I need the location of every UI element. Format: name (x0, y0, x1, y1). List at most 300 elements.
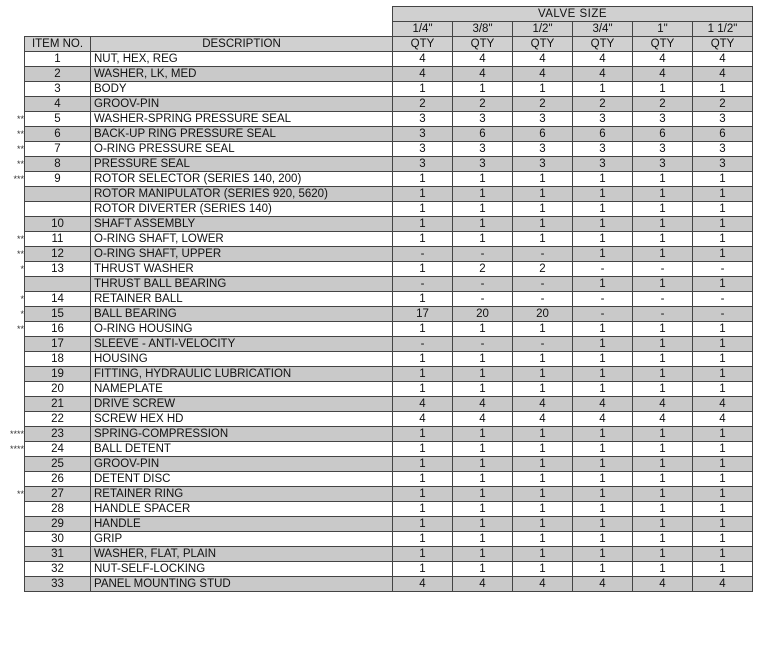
footnote-mark: **** (9, 428, 24, 439)
table-row (25, 382, 753, 397)
qty-cell: 1 (573, 322, 633, 337)
footnote-mark: ** (16, 248, 24, 259)
qty-cell: - (513, 337, 573, 352)
qty-cell: 1 (573, 367, 633, 382)
qty-cell: 1 (633, 322, 693, 337)
description-header: DESCRIPTION (91, 37, 393, 52)
table-row (25, 292, 753, 307)
item-description: HANDLE (91, 517, 393, 532)
qty-cell: 1 (513, 487, 573, 502)
qty-cell: 1 (633, 427, 693, 442)
qty-cell: 1 (573, 277, 633, 292)
item-description: BACK-UP RING PRESSURE SEAL (91, 127, 393, 142)
qty-cell: 4 (393, 412, 453, 427)
qty-cell: 1 (513, 382, 573, 397)
qty-cell: - (573, 262, 633, 277)
table-row (25, 517, 753, 532)
table-row (25, 487, 753, 502)
item-number: 14 (25, 292, 91, 307)
item-description: PRESSURE SEAL (91, 157, 393, 172)
footnote-mark (2, 97, 24, 112)
qty-cell: 1 (513, 517, 573, 532)
qty-header: QTY (513, 37, 573, 52)
item-number: 21 (25, 397, 91, 412)
qty-cell: 1 (693, 472, 753, 487)
qty-cell: 20 (453, 307, 513, 322)
qty-cell: 3 (513, 142, 573, 157)
item-number: 25 (25, 457, 91, 472)
qty-cell: 4 (693, 577, 753, 592)
item-number: 24 (25, 442, 91, 457)
item-number: 17 (25, 337, 91, 352)
qty-cell: 1 (393, 217, 453, 232)
item-number: 32 (25, 562, 91, 577)
qty-cell: 3 (393, 157, 453, 172)
item-number: 4 (25, 97, 91, 112)
footnote-mark: ** (16, 488, 24, 499)
table-row (25, 577, 753, 592)
qty-cell: 1 (393, 472, 453, 487)
qty-cell: 3 (393, 127, 453, 142)
item-description: DRIVE SCREW (91, 397, 393, 412)
qty-cell: 1 (393, 367, 453, 382)
qty-cell: 1 (513, 427, 573, 442)
qty-cell: 1 (633, 517, 693, 532)
qty-cell: 3 (393, 112, 453, 127)
qty-cell: 4 (693, 412, 753, 427)
footnote-mark: *** (13, 173, 24, 184)
footnote-mark: * (20, 308, 24, 319)
qty-cell: 1 (513, 82, 573, 97)
table-row (25, 562, 753, 577)
item-number: 7 (25, 142, 91, 157)
footnote-mark (2, 577, 24, 592)
footnote-mark (2, 202, 24, 217)
table-row (25, 127, 753, 142)
item-description: NUT, HEX, REG (91, 52, 393, 67)
item-description: ROTOR DIVERTER (SERIES 140) (91, 202, 393, 217)
qty-cell: 1 (693, 502, 753, 517)
qty-header: QTY (693, 37, 753, 52)
table-row (25, 307, 753, 322)
table-row (25, 277, 753, 292)
qty-cell: 1 (453, 202, 513, 217)
table-row (25, 262, 753, 277)
qty-cell: - (453, 247, 513, 262)
qty-cell: 1 (633, 352, 693, 367)
qty-cell: 1 (393, 502, 453, 517)
item-number: 30 (25, 532, 91, 547)
item-description: SHAFT ASSEMBLY (91, 217, 393, 232)
qty-cell: 1 (393, 382, 453, 397)
qty-cell: 1 (693, 457, 753, 472)
qty-cell: 1 (393, 172, 453, 187)
qty-cell: - (513, 277, 573, 292)
item-number: 5 (25, 112, 91, 127)
footnote-mark: ** (16, 143, 24, 154)
footnote-mark (2, 412, 24, 427)
qty-cell: 1 (693, 562, 753, 577)
qty-cell: 1 (393, 82, 453, 97)
item-description: BALL DETENT (91, 442, 393, 457)
qty-cell: 4 (453, 67, 513, 82)
item-number: 29 (25, 517, 91, 532)
qty-cell: 4 (513, 397, 573, 412)
qty-cell: 1 (393, 352, 453, 367)
qty-cell: 6 (513, 127, 573, 142)
qty-cell: - (693, 292, 753, 307)
qty-cell: 1 (633, 202, 693, 217)
qty-cell: 1 (693, 337, 753, 352)
qty-cell: 1 (513, 457, 573, 472)
footnote-mark (2, 562, 24, 577)
qty-cell: 1 (513, 352, 573, 367)
qty-cell: 1 (513, 232, 573, 247)
item-number: 2 (25, 67, 91, 82)
table-row (25, 322, 753, 337)
qty-cell: 4 (453, 397, 513, 412)
qty-cell: 4 (513, 577, 573, 592)
qty-cell: 4 (453, 412, 513, 427)
footnote-mark (2, 352, 24, 367)
qty-cell: - (633, 292, 693, 307)
item-number: 19 (25, 367, 91, 382)
table-row (25, 82, 753, 97)
item-description: SCREW HEX HD (91, 412, 393, 427)
item-number (25, 202, 91, 217)
qty-cell: 3 (513, 157, 573, 172)
qty-cell: 1 (513, 217, 573, 232)
qty-cell: 1 (513, 502, 573, 517)
qty-cell: 1 (633, 487, 693, 502)
qty-cell: 4 (393, 577, 453, 592)
qty-cell: 1 (693, 202, 753, 217)
qty-cell: 4 (633, 412, 693, 427)
qty-cell: 3 (633, 112, 693, 127)
qty-cell: 1 (633, 82, 693, 97)
qty-cell: 1 (453, 322, 513, 337)
qty-cell: 1 (573, 427, 633, 442)
table-row (25, 112, 753, 127)
qty-cell: - (393, 247, 453, 262)
qty-cell: 1 (633, 367, 693, 382)
table-row (25, 337, 753, 352)
qty-cell: 1 (573, 247, 633, 262)
blank-cell (25, 7, 91, 22)
footnote-mark: ** (16, 323, 24, 334)
item-description: PANEL MOUNTING STUD (91, 577, 393, 592)
qty-cell: 1 (693, 187, 753, 202)
qty-header: QTY (453, 37, 513, 52)
qty-cell: 1 (453, 187, 513, 202)
qty-cell: 2 (453, 262, 513, 277)
qty-cell: 1 (693, 217, 753, 232)
qty-cell: - (453, 277, 513, 292)
qty-cell: 4 (573, 67, 633, 82)
qty-cell: 1 (513, 187, 573, 202)
qty-cell: 1 (693, 532, 753, 547)
valve-size-header: VALVE SIZE (393, 7, 753, 22)
qty-cell: - (393, 277, 453, 292)
qty-cell: 1 (513, 367, 573, 382)
footnote-mark (2, 547, 24, 562)
qty-cell: 1 (513, 202, 573, 217)
qty-cell: 3 (693, 142, 753, 157)
qty-cell: 1 (633, 187, 693, 202)
footnote-mark: ** (16, 128, 24, 139)
qty-cell: 1 (393, 427, 453, 442)
qty-cell: 1 (633, 277, 693, 292)
qty-cell: 1 (453, 232, 513, 247)
qty-cell: 1 (393, 322, 453, 337)
qty-cell: 1 (693, 367, 753, 382)
qty-cell: 3 (693, 157, 753, 172)
size-header: 1 1/2" (693, 22, 753, 37)
footnote-mark (2, 277, 24, 292)
qty-cell: 1 (573, 457, 633, 472)
qty-cell: 6 (633, 127, 693, 142)
qty-cell: 1 (453, 472, 513, 487)
size-header: 3/8" (453, 22, 513, 37)
qty-cell: 4 (513, 412, 573, 427)
qty-cell: - (393, 337, 453, 352)
footnote-mark: ** (16, 233, 24, 244)
footnote-mark (2, 472, 24, 487)
qty-cell: - (573, 292, 633, 307)
qty-cell: 3 (453, 112, 513, 127)
table-row (25, 172, 753, 187)
item-number: 20 (25, 382, 91, 397)
size-header: 3/4" (573, 22, 633, 37)
qty-cell: 1 (573, 187, 633, 202)
table-row (25, 547, 753, 562)
table-row (25, 412, 753, 427)
footnote-mark (2, 82, 24, 97)
table-row (25, 67, 753, 82)
qty-cell: 1 (573, 487, 633, 502)
qty-cell: 1 (693, 352, 753, 367)
qty-cell: 1 (573, 502, 633, 517)
item-number: 1 (25, 52, 91, 67)
footnote-mark (2, 52, 24, 67)
item-number: 23 (25, 427, 91, 442)
qty-cell: 4 (633, 397, 693, 412)
qty-cell: 1 (633, 337, 693, 352)
qty-header: QTY (393, 37, 453, 52)
item-number: 3 (25, 82, 91, 97)
qty-cell: 4 (573, 52, 633, 67)
qty-cell: 1 (573, 337, 633, 352)
qty-cell: 4 (633, 67, 693, 82)
qty-cell: 6 (453, 127, 513, 142)
item-description: THRUST WASHER (91, 262, 393, 277)
qty-cell: 2 (393, 97, 453, 112)
table-row (25, 472, 753, 487)
item-description: ROTOR SELECTOR (SERIES 140, 200) (91, 172, 393, 187)
qty-cell: 1 (513, 532, 573, 547)
qty-cell: 1 (453, 367, 513, 382)
qty-cell: 2 (693, 97, 753, 112)
qty-header: QTY (573, 37, 633, 52)
footnote-mark (2, 532, 24, 547)
qty-cell: 1 (453, 352, 513, 367)
qty-cell: 3 (393, 142, 453, 157)
qty-cell: 4 (393, 52, 453, 67)
table-row (25, 97, 753, 112)
qty-cell: - (453, 292, 513, 307)
qty-cell: 1 (573, 382, 633, 397)
qty-cell: 2 (513, 262, 573, 277)
size-header: 1" (633, 22, 693, 37)
item-description: BALL BEARING (91, 307, 393, 322)
qty-cell: 1 (633, 472, 693, 487)
qty-cell: 1 (393, 292, 453, 307)
item-description: ROTOR MANIPULATOR (SERIES 920, 5620) (91, 187, 393, 202)
footnote-mark: ** (16, 113, 24, 124)
qty-cell: 4 (693, 397, 753, 412)
item-number: 31 (25, 547, 91, 562)
qty-cell: 4 (513, 67, 573, 82)
qty-cell: 3 (453, 157, 513, 172)
qty-cell: 1 (573, 547, 633, 562)
qty-cell: 1 (633, 502, 693, 517)
qty-cell: - (633, 262, 693, 277)
qty-cell: 1 (393, 517, 453, 532)
qty-cell: 4 (453, 52, 513, 67)
qty-cell: 1 (633, 217, 693, 232)
qty-cell: 1 (393, 262, 453, 277)
table-row (25, 142, 753, 157)
item-no-header: ITEM NO. (25, 37, 91, 52)
table-row (25, 457, 753, 472)
table-row (25, 232, 753, 247)
table-row (25, 52, 753, 67)
qty-cell: 1 (453, 517, 513, 532)
qty-cell: 1 (633, 247, 693, 262)
qty-cell: 4 (633, 577, 693, 592)
valve-size-header-row (25, 7, 753, 22)
qty-cell: - (573, 307, 633, 322)
qty-cell: 4 (513, 52, 573, 67)
footnote-mark (2, 187, 24, 202)
qty-cell: 17 (393, 307, 453, 322)
qty-cell: - (453, 337, 513, 352)
table-row (25, 397, 753, 412)
item-number: 28 (25, 502, 91, 517)
qty-cell: 3 (633, 157, 693, 172)
qty-cell: 4 (693, 52, 753, 67)
qty-cell: 1 (393, 187, 453, 202)
qty-cell: 1 (573, 232, 633, 247)
footnote-mark: ** (16, 158, 24, 169)
table-row (25, 502, 753, 517)
item-number: 11 (25, 232, 91, 247)
item-description: HANDLE SPACER (91, 502, 393, 517)
qty-cell: 1 (633, 457, 693, 472)
item-description: GRIP (91, 532, 393, 547)
size-header: 1/4" (393, 22, 453, 37)
item-number: 13 (25, 262, 91, 277)
qty-cell: 1 (693, 277, 753, 292)
item-description: WASHER-SPRING PRESSURE SEAL (91, 112, 393, 127)
qty-cell: 1 (393, 487, 453, 502)
size-header-row (25, 22, 753, 37)
qty-cell: 1 (513, 442, 573, 457)
qty-cell: - (693, 307, 753, 322)
qty-cell: 3 (513, 112, 573, 127)
parts-table (24, 6, 753, 592)
table-row (25, 202, 753, 217)
item-description: GROOV-PIN (91, 97, 393, 112)
item-description: GROOV-PIN (91, 457, 393, 472)
qty-cell: 1 (393, 202, 453, 217)
item-description: WASHER, FLAT, PLAIN (91, 547, 393, 562)
footnote-mark (2, 67, 24, 82)
footnote-mark (2, 397, 24, 412)
qty-cell: 3 (573, 142, 633, 157)
qty-cell: 1 (393, 562, 453, 577)
qty-cell: 1 (633, 562, 693, 577)
qty-cell: - (693, 262, 753, 277)
qty-cell: 1 (453, 172, 513, 187)
qty-cell: 1 (453, 532, 513, 547)
qty-cell: 1 (633, 382, 693, 397)
footnote-mark: **** (9, 443, 24, 454)
qty-cell: 1 (393, 532, 453, 547)
qty-cell: - (513, 292, 573, 307)
item-number: 8 (25, 157, 91, 172)
qty-cell: 4 (393, 67, 453, 82)
qty-cell: 1 (573, 472, 633, 487)
qty-cell: 1 (453, 547, 513, 562)
table-row (25, 352, 753, 367)
qty-cell: 1 (453, 457, 513, 472)
qty-cell: 2 (513, 97, 573, 112)
qty-cell: 1 (453, 487, 513, 502)
table-row (25, 532, 753, 547)
item-description: SLEEVE - ANTI-VELOCITY (91, 337, 393, 352)
qty-cell: 3 (573, 157, 633, 172)
qty-cell: 4 (453, 577, 513, 592)
qty-header: QTY (633, 37, 693, 52)
column-header-row (25, 37, 753, 52)
table-row (25, 427, 753, 442)
qty-cell: 1 (393, 232, 453, 247)
qty-cell: - (633, 307, 693, 322)
qty-cell: 2 (633, 97, 693, 112)
qty-cell: 1 (633, 172, 693, 187)
qty-cell: 1 (633, 232, 693, 247)
item-description: O-RING SHAFT, UPPER (91, 247, 393, 262)
qty-cell: 1 (573, 82, 633, 97)
qty-cell: 1 (453, 382, 513, 397)
qty-cell: 2 (573, 97, 633, 112)
item-number: 26 (25, 472, 91, 487)
qty-cell: 1 (693, 547, 753, 562)
item-description: BODY (91, 82, 393, 97)
qty-cell: 1 (573, 352, 633, 367)
qty-cell: 1 (453, 217, 513, 232)
item-description: RETAINER RING (91, 487, 393, 502)
qty-cell: 2 (453, 97, 513, 112)
item-description: THRUST BALL BEARING (91, 277, 393, 292)
qty-cell: 1 (393, 442, 453, 457)
item-number: 33 (25, 577, 91, 592)
item-number: 9 (25, 172, 91, 187)
item-description: FITTING, HYDRAULIC LUBRICATION (91, 367, 393, 382)
qty-cell: 4 (693, 67, 753, 82)
footnote-mark (2, 502, 24, 517)
